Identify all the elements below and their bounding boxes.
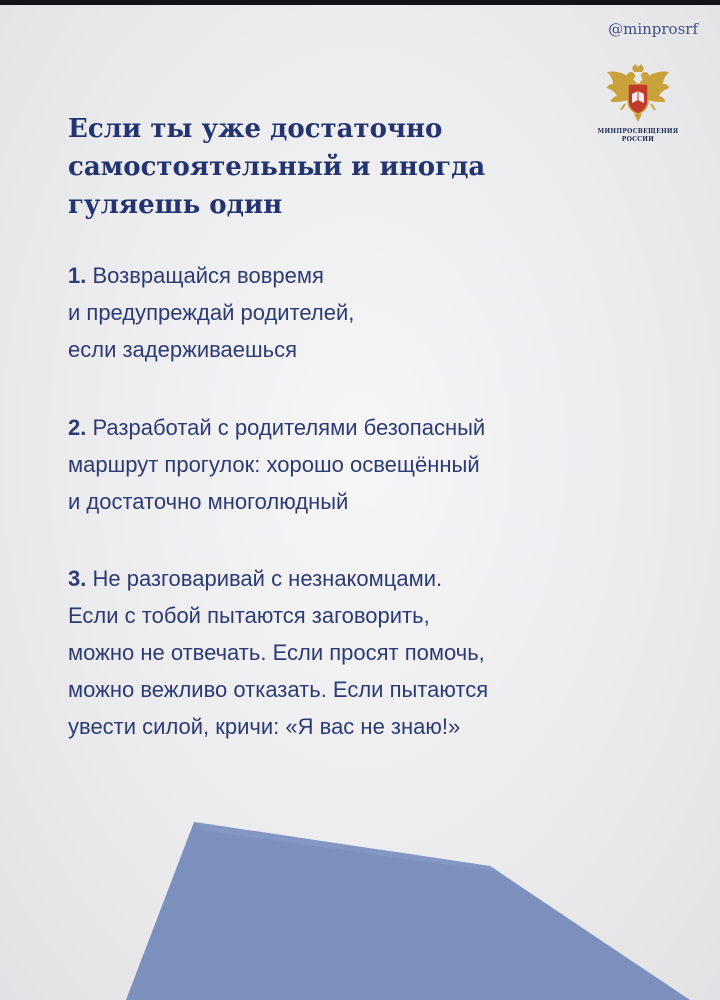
rule-text-1: Возвращайся вовремя и предупреждай родителей, если задерживаешься <box>68 263 355 362</box>
page-title: Если ты уже достаточно самостоятельный и иногда гуляешь один <box>68 114 486 220</box>
blue-polygon <box>126 822 690 1000</box>
rule-text-3: Не разговаривай с незнакомцами. Если с тобой пытаются заговорить, можно не отвечать. Если просят помочь, можно вежливо отказать. Если пытаются увести силой, кричи: «Я вас не знаю!» <box>68 566 489 739</box>
ministry-caption-line2: РОССИИ <box>621 136 655 143</box>
social-handle: @minprosrf <box>608 20 698 38</box>
rule-number-1: 1. <box>68 263 87 288</box>
rule-number-3: 3. <box>68 566 87 591</box>
ministry-caption-line1: МИНПРОСВЕЩЕНИЯ <box>597 128 679 135</box>
rule-number-2: 2. <box>68 415 87 440</box>
rule-text-2: Разработай с родителями безопасный маршрут прогулок: хорошо освещённый и достаточно многолюдный <box>68 415 486 514</box>
